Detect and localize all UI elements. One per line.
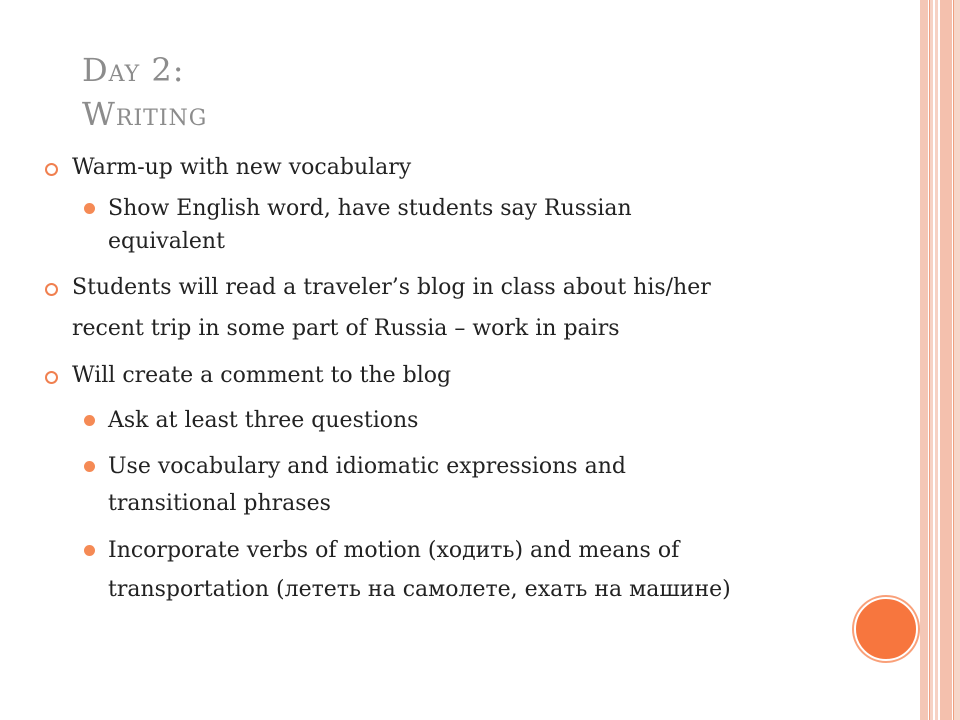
bullet-text-continued: transportation (лететь на самолете, ехать на машине) xyxy=(108,577,731,602)
bullet-text: Warm-up with new vocabulary xyxy=(72,155,412,180)
bullet-text-continued: transitional phrases xyxy=(108,491,331,516)
bullet-text-continued: recent trip in some part of Russia – work in pairs xyxy=(72,316,620,341)
bullet-text: Students will read a traveler’s blog in class about his/her xyxy=(72,275,711,300)
accent-circle xyxy=(854,597,918,661)
dot-bullet-icon xyxy=(84,203,95,214)
ring-bullet-icon xyxy=(45,371,58,384)
ring-bullet-icon xyxy=(45,283,58,296)
dot-bullet-icon xyxy=(84,415,95,426)
dot-bullet-icon xyxy=(84,461,95,472)
ring-bullet-icon xyxy=(45,163,58,176)
bullet-text: Use vocabulary and idiomatic expressions and xyxy=(108,454,626,479)
bullet-text: Will create a comment to the blog xyxy=(72,363,452,388)
title-line-1: Day 2: xyxy=(82,51,185,89)
title-line-2: Writing xyxy=(82,95,208,133)
bullet-text: Incorporate verbs of motion (ходить) and means of xyxy=(108,538,680,563)
bullet-text: Ask at least three questions xyxy=(108,408,419,433)
bullet-text-continued: equivalent xyxy=(108,229,225,254)
bullet-text: Show English word, have students say Russian xyxy=(108,196,632,221)
dot-bullet-icon xyxy=(84,545,95,556)
